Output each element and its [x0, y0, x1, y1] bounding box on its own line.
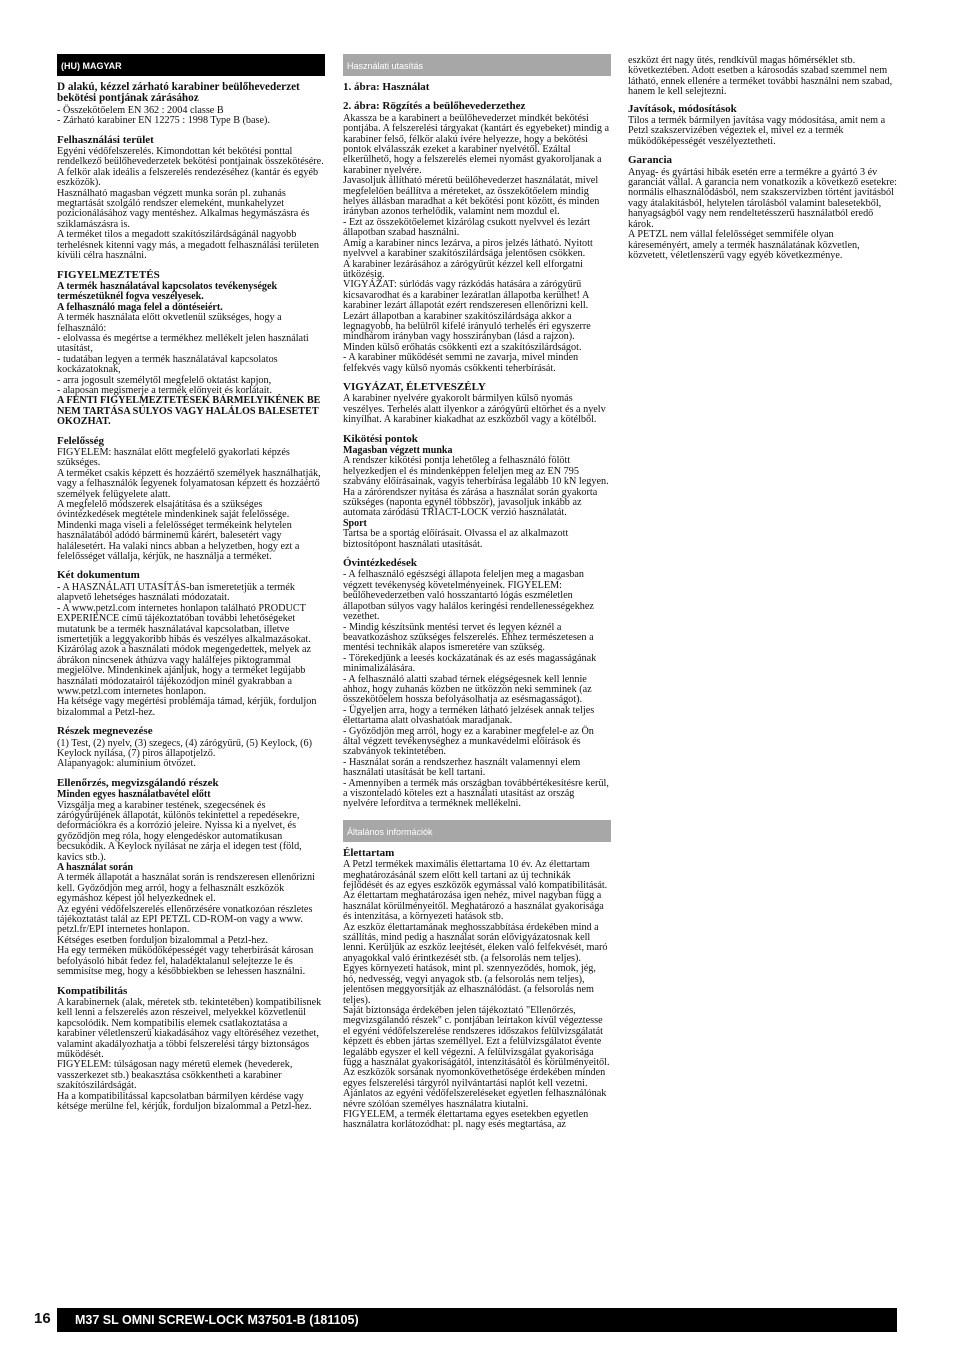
text-sport: Tartsa be a sportág előírásait. Olvassa el az alkalmazott biztosítópont használati utasítását.: [343, 528, 569, 550]
subheading-sport: Sport: [343, 517, 367, 529]
document-reference: M37 SL OMNI SCREW-LOCK M37501-B (181105): [57, 1308, 897, 1332]
language-bar: (HU) MAGYAR: [57, 54, 325, 76]
heading-compatibility: Kompatibilitás: [57, 984, 128, 997]
text-work-at-height: A rendszer kikötési pontja lehetőleg a felhasználó fölött helyezkedjen el és mindenképpen feleljen meg az EN 795 szabvány előírásainak, vagyis teherbírása legalább 10 kN legyen. Ha a zárórendszer nyitása és zárása a használat során gyakorta szükséges (naponta egynél többször), javasoljuk inkább az automata záródású TRIACT-LOCK verzió használatát.: [343, 455, 609, 519]
subheading-during-use: A használat során: [57, 862, 134, 874]
section-bar-general-info: Általános információk: [343, 820, 611, 842]
text-warranty: Anyag- és gyártási hibák esetén erre a termékre a gyártó 3 év garanciát vállal. A garancia nem vonatkozik a következő esetekre: normális elhasználódásból, nem szakszervizben történt javításból vagy átalakításból, helytelen tárolásból valamint balesetekből, hanyagságból vagy nem rendeltetésszerű használatból eredő károk. A PETZL nem vállal felelősséget semmiféle olyan káreseményért, amely a termék használatának közvetlen, közvetett, véletlenszerű vagy egyéb következménye.: [628, 166, 897, 261]
section-bar-instructions: Használati utasítás: [343, 54, 611, 76]
heading-two-documents: Két dokumentum: [57, 569, 140, 582]
subheading-before-use: Minden egyes használatbavétel előtt: [57, 789, 211, 801]
text-nomenclature: (1) Test, (2) nyelv, (3) szegecs, (4) zárógyűrű, (5) Keylock, (6) Keylock nyílása, (7) piros állapotjelző. Alapanyagok: alumínium ötvözet.: [57, 737, 313, 770]
heading-responsibility: Felelősség: [57, 434, 105, 447]
text-two-documents: - A HASZNÁLATI UTASÍTÁS-ban ismeretetjük a termék alapvető lehetséges használati módozatait. - A www.petzl.com internetes honlapon található PRODUCT EXPERIENCE című tájékoztatóban további lehetőségeket mutatunk be a termék használatával kapcsolatban, illetve ismertetjük a leggyakoribb hibás és veszélyes alkalmazásokat. Kizárólag azok a használati módok megengedettek, melyek az ábrákon nincsenek áthúzva vagy halálfejes piktogrammal megjelölve. Mindenkinek ajánljuk, hogy a terméket legújabb használati módozatairól tájékozódjon minél gyakrabban a www.petzl.com internetes honlapon. Ha kétsége vagy megértési problémája támad, kérjük, forduljon bizalommal a Petzl-hez.: [57, 581, 317, 718]
heading-danger: VIGYÁZAT, ÉLETVESZÉLY: [343, 380, 486, 393]
heading-field-of-application: Felhasználási terület: [57, 133, 154, 146]
page-number: 16: [34, 1310, 51, 1327]
text-precautions: - A felhasználó egészségi állapota feleljen meg a magasban végzett tevékenység követelményeinek. FIGYELEM: beülőhevederzetben való hosszantartó lógás eszméletlen állapotban súlyos vagy halálos keringési rendellenességekhez vezethet. - Mindig készítsünk mentési tervet és legyen kéznél a beavatkozáshoz szükséges felszerelés. Ehhez természetesen a mentési technikák alapos ismeretére van szükség. - Törekedjünk a leesés kockázatának és az esés magasságának minimalizálására. - A felhasználó alatti szabad térnek elégségesnek kell lennie ahhoz, hogy zuhanás közben ne ütközzön neki semminek (az összekötőelem hossza befolyásolhatja az esésmagasságot). - Ügyeljen arra, hogy a terméken látható jelzések annak teljes élettartama alatt olvashatóak maradjanak. - Győződjön meg arról, hogy ez a karabiner megfelel-e az Ön által végzett tevékenységhez a munkavédelmi előírások és szabványok tekintetében. - Használat során a rendszerhez használt valamennyi elem használati utasítását be kell tartani. - Amennyiben a termék más országban továbbértékesítésre kerül, a viszonteladó köteles ezt a használati utasítást az ország nyelvére lefordítva a terméknek mellékelni.: [343, 569, 609, 810]
text-figure-2: Akassza be a karabinert a beülőhevederzet mindkét bekötési pontjába. A felszerelési tárgyakat (kantárt és egyebeket) mindig a karabiner felső, félkör alakú ívére helyezze, hogy a bekötési pontok elválasszák ezeket a karabiner nyelvétől. Ezáltal elkerülhető, hogy a felszerelés elemei nyomást gyakoroljanak a karabiner nyelvére. Javasoljuk állítható méretű beülőhevederzet használatát, mivel megfelelően beállítva a méreteket, az összekötőelem mindig helyes állásban maradhat a két bekötési pont között, és minden irányban azonos terhelődik, valamint nem mozdul el. - Ezt az összekötőelemet kizárólag csukott nyelvvel és lezárt állapotban szabad használni. Amíg a karabiner nincs lezárva, a piros jelzés látható. Nyitott nyelvvel a karabiner szakítószilárdsága jelentősen csökken. A karabiner lezárásához a zárógyűrűt kézzel kell elforgatni ütközésig. VIGYÁZAT: súrlódás vagy rázkódás hatására a zárógyűrű kicsavarodhat és a karabiner lezáratlan állapotba kerülhet! A karabiner lezárt állapotát ezért rendszeresen ellenőrizni kell. Lezárt állapotban a karabiner szakítószilárdsága akkor a legnagyobb, ha belülről kifelé irányuló terhelés éri egyszerre mindhárom irányban vagy hosszirányban (lásd a rajzon). Minden külső erőhatás csökkenti ezt a szakítószilárdságot. - A karabiner működését semmi ne zavarja, mivel minden felfekvés vagy külső nyomás csökkenti teherbírását.: [343, 112, 609, 374]
heading-lifetime: Élettartam: [343, 846, 395, 859]
heading-figure-1: 1. ábra: Használat: [343, 81, 430, 93]
footer: [0, 1308, 954, 1332]
column-2: [343, 54, 611, 1131]
text-lifetime-continued: eszközt ért nagy ütés, rendkívül magas hőmérséklet stb. következtében. Adott esetben a károsodás szabad szemmel nem látható, ennek ellenére a terméket további használni nem szabad, hanem le kell selejtezni.: [628, 56, 893, 98]
standards: - Összekötőelem EN 362 : 2004 classe B - Zárható karabiner EN 12275 : 1998 Type B (base).: [57, 104, 270, 127]
text-compatibility: A karabinernek (alak, méretek stb. tekintetében) kompatibilisnek kell lenni a felszerelés azon részeivel, melyekkel közvetlenül kapcsolódik. Nem kompatibilis elemek csatlakoztatása a karabiner véletlenszerű kiakadásához vagy eltöréséhez vezethet, valamint akadályozhatja a többi felszerelési tárgy biztonságos működését. FIGYELEM: túlságosan nagy méretű elemek (hevederek, vasszerkezet stb.) beakasztása csökkentheti a karabiner szakítószilárdságát. Ha a kompatibilitással kapcsolatban bármilyen kérdése vagy kétsége merülne fel, kérjük, forduljon bizalommal a Petzl-hez.: [57, 996, 322, 1112]
column-3: [628, 56, 898, 261]
heading-warranty: Garancia: [628, 154, 672, 167]
heading-warning: FIGYELMEZTETÉS: [57, 268, 160, 281]
heading-precautions: Óvintézkedések: [343, 557, 417, 570]
heading-anchors: Kikötési pontok: [343, 432, 418, 445]
text-danger: A karabiner nyelvére gyakorolt bármilyen külső nyomás veszélyes. Terhelés alatt ilyenkor a zárógyűrű eltörhet és a nyelv kinyílhat. A karabiner kiakadhat az eszközből vagy a kötélből.: [343, 393, 606, 426]
text-repairs: Tilos a termék bármilyen javítása vagy módosítása, amit nem a Petzl szakszervizében végeztek el, mivel ez a termék működőképességét veszélyeztetheti.: [628, 115, 886, 147]
heading-nomenclature: Részek megnevezése: [57, 725, 153, 738]
text-before-use: Vizsgálja meg a karabiner testének, szegecsének és zárógyűrűjének állapotát, különös tekintettel a repedésekre, deformációkra és a korrózió jeleire. Nyissa ki a nyelvet, és győződjön meg róla, hogy elengedéskor automatikusan becsukódik. A Keylock nyílásat ne zárja el idegen test (föld, kavics stb.).: [57, 799, 302, 863]
heading-repairs: Javítások, módosítások: [628, 102, 737, 115]
warning-bold-3: A FENTI FIGYELMEZTETÉSEK BÁRMELYIKÉNEK BE NEM TARTÁSA SÚLYOS VAGY HALÁLOS BALESETET OKOZHAT.: [57, 395, 321, 428]
warning-bold-2: A felhasználó maga felel a döntéseiért.: [57, 301, 223, 313]
text-lifetime: A Petzl termékek maximális élettartama 10 év. Az élettartam meghatározásánál szem előtt kell tartani az új technikák fejlődését és az egyes eszközök egymással való kompatibilitását. Az élettartam meghatározása igen nehéz, mivel nagyban függ a használat körülményeitől. Meghatározó a használat gyakorisága és intenzitása, a környezeti hatások stb. Az eszköz élettartamának meghosszabbítása érdekében mind a szállítás, mind pedig a használat során elővigyázatosnak kell lenni. Kerüljük az eszköz leejtését, éleken való felfekvését, maró anyagokkal való érintkezését stb. (a felsorolás nem teljes). Egyes környezeti hatások, mint pl. szennyeződés, homok, jég, hó, nedvesség, vegyi anyagok stb. (a felsorolás nem teljes), jelentősen meggyorsítják az elhasználódást. (a felsorolás nem teljes). Saját biztonsága érdekében jelen tájékoztató "Ellenőrzés, megvizsgálandó részek" c. pontjában leírtakon kívül végeztesse el egyéni védőfelszerelése rendszeres időszakos felülvizsgálatát képzett és ebben jártas személlyel. Ezt a felülvizsgálatot évente legalább egyszer el kell végezni. A felülvizsgálat gyakorisága függ a használat gyakoriságától, intenzitásától és körülményeitől. Az eszközök sorsának nyomonkövethetősége érdekében minden egyes felszerelési tárgyról nyilvántartási naplót kell vezetni. Ajánlatos az egyéni védőfelszereléseket egyetlen felhasználónak névre szólóan személyes használatra kiutalni. FIGYELEM, a termék élettartama egyes esetekben egyetlen használatra korlátozódhat: pl. nagy esés megtartása, az: [343, 859, 610, 1131]
text-warning: A termék használata előtt okvetlenül szükséges, hogy a felhasználó: - elolvassa és megértse a termékhez mellékelt jelen használati utasítást, - tudatában legyen a termék használatával kapcsolatos kockázatoknak, - arra jogosult személytől megfelelő oktatást kapjon, - alaposan megismerje a termék előnyeit és korlátait.: [57, 312, 309, 396]
heading-figure-2: 2. ábra: Rögzítés a beülőhevederzethez: [343, 100, 526, 113]
text-responsibility: FIGYELEM: használat előtt megfelelő gyakorlati képzés szükséges. A terméket csakis képzett és hozzáértő személyek használhatják, vagy a felhasználók legyenek folyamatosan képzett és hozzáértő személyek felügyelete alatt. A megfelelő módszerek elsajátítása és a szükséges óvintézkedések megtétele mindenkinek saját felelőssége. Mindenki maga viseli a felelősséget termékeink helytelen használatából adódó bárminemű kárért, balesetért vagy halálesetért. Ha valaki nincs abban a helyzetben, hogy ezt a felelősséget vállalja, kérjük, ne használja a terméket.: [57, 447, 321, 563]
warning-bold-1: A termék használatával kapcsolatos tevékenységek természetüknél fogva veszélyesek.: [57, 280, 278, 303]
text-during-use: A termék állapotát a használat során is rendszeresen ellenőrizni kell. Győződjön meg arról, hogy a felhasznált eszközök egymáshoz képest jól helyezkednek el. Az egyéni védőfelszerelés ellenőrzésére vonatkozóan részletes tájékoztatást talál az EPI PETZL CD-ROM-on vagy a www. petzl.fr/EPI internetes honlapon. Kétséges esetben forduljon bizalommal a Petzl-hez. Ha egy terméken működőképességét vagy teherbírását károsan befolyásoló hibát fedez fel, haladéktalanul selejtezze le és semmisítse meg, hogy a későbbiekben se lehessen használni.: [57, 872, 315, 978]
product-title: D alakú, kézzel zárható karabiner beülőhevederzet bekötési pontjának zárásához: [57, 81, 300, 105]
text-field-of-application: Egyéni védőfelszerelés. Kimondottan két bekötési ponttal rendelkező beülőhevederzetek bekötési pontjainak összekötésére. A felkör alak ideális a felszerelés rendezéséhez (kantár és egyéb eszközök). Használható magasban végzett munka során pl. zuhanás megtartását szolgáló rendszer elemeként, munkahelyzet pozicionálásához vagy mentéshez. Alkalmas hegymászásra és sziklamászásra is. A terméket tilos a megadott szakítószilárdságánál nagyobb terhelésnek kitenni vagy más, a megadott felhasználási területen kívüli célra használni.: [57, 146, 324, 262]
column-1: [57, 54, 325, 1112]
heading-inspection: Ellenőrzés, megvizsgálandó részek: [57, 776, 219, 789]
subheading-work-at-height: Magasban végzett munka: [343, 445, 453, 456]
